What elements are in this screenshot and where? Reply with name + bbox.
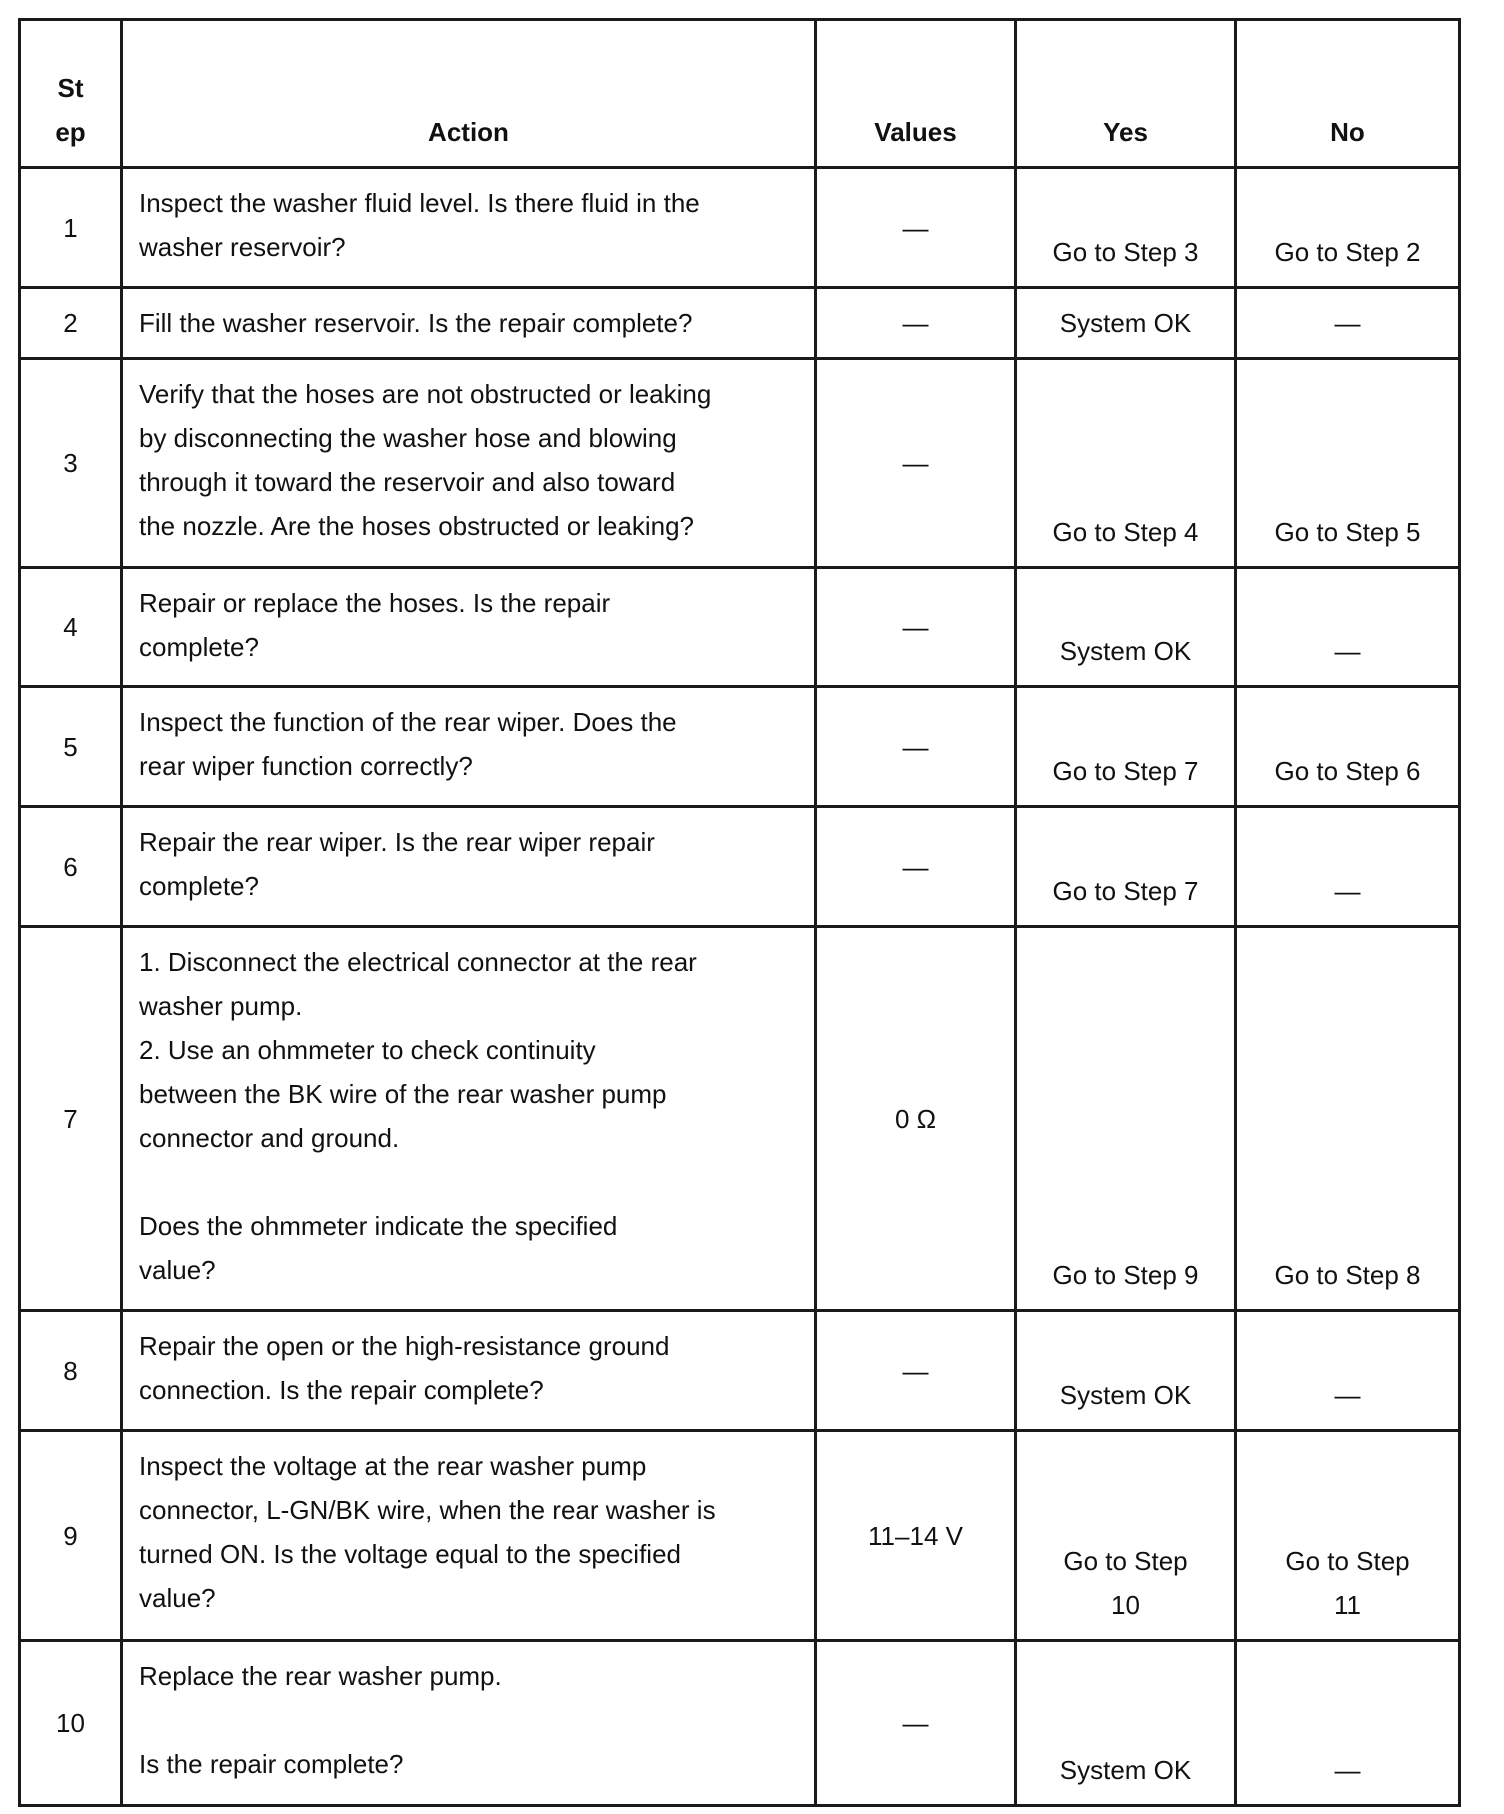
action-text: Fill the washer reservoir. Is the repair complete? xyxy=(122,288,816,359)
action-text: Verify that the hoses are not obstructed or leaking by disconnecting the washer hose and blowing through it toward the reservoir and also toward the nozzle. Are the hoses obstructed or leaking? xyxy=(122,359,816,568)
table-row xyxy=(20,1641,1460,1806)
no-cell: — xyxy=(1236,1311,1460,1431)
yes-cell: Go to Step 7 xyxy=(1016,807,1236,927)
table-row xyxy=(20,927,1460,1311)
yes-cell: Go to Step 7 xyxy=(1016,687,1236,807)
yes-cell: System OK xyxy=(1016,288,1236,359)
table-row xyxy=(20,1431,1460,1641)
header-values: Values xyxy=(816,20,1016,168)
no-cell: Go to Step 8 xyxy=(1236,927,1460,1311)
table-row xyxy=(20,359,1460,568)
step-number: 2 xyxy=(20,288,122,359)
step-number: 1 xyxy=(20,168,122,288)
table-row xyxy=(20,568,1460,687)
no-cell: Go to Step 5 xyxy=(1236,359,1460,568)
yes-cell: Go to Step 9 xyxy=(1016,927,1236,1311)
action-text: Inspect the function of the rear wiper. Does the rear wiper function correctly? xyxy=(122,687,816,807)
no-cell: Go to Step 11 xyxy=(1236,1431,1460,1641)
step-number: 7 xyxy=(20,927,122,1311)
step-number: 3 xyxy=(20,359,122,568)
table-row xyxy=(20,1311,1460,1431)
header-step: St ep xyxy=(20,20,122,168)
table-row xyxy=(20,168,1460,288)
value-cell: — xyxy=(816,1311,1016,1431)
value-cell: — xyxy=(816,359,1016,568)
yes-cell: Go to Step 4 xyxy=(1016,359,1236,568)
step-number: 6 xyxy=(20,807,122,927)
value-cell: — xyxy=(816,168,1016,288)
header-no: No xyxy=(1236,20,1460,168)
header-yes: Yes xyxy=(1016,20,1236,168)
table-row xyxy=(20,807,1460,927)
step-number: 10 xyxy=(20,1641,122,1806)
header-row xyxy=(20,20,1460,168)
value-cell: — xyxy=(816,568,1016,687)
step-number: 8 xyxy=(20,1311,122,1431)
yes-cell: System OK xyxy=(1016,1641,1236,1806)
yes-cell: System OK xyxy=(1016,568,1236,687)
action-text: Inspect the washer fluid level. Is there fluid in the washer reservoir? xyxy=(122,168,816,288)
value-cell: — xyxy=(816,687,1016,807)
value-cell: — xyxy=(816,288,1016,359)
value-cell: — xyxy=(816,807,1016,927)
no-cell: — xyxy=(1236,568,1460,687)
step-number: 4 xyxy=(20,568,122,687)
yes-cell: Go to Step 10 xyxy=(1016,1431,1236,1641)
action-text: Repair or replace the hoses. Is the repair complete? xyxy=(122,568,816,687)
step-number: 9 xyxy=(20,1431,122,1641)
action-text: Repair the open or the high-resistance ground connection. Is the repair complete? xyxy=(122,1311,816,1431)
no-cell: Go to Step 6 xyxy=(1236,687,1460,807)
value-cell: 0 Ω xyxy=(816,927,1016,1311)
value-cell: — xyxy=(816,1641,1016,1806)
action-text: Repair the rear wiper. Is the rear wiper repair complete? xyxy=(122,807,816,927)
no-cell: — xyxy=(1236,288,1460,359)
table-row xyxy=(20,687,1460,807)
action-text: 1. Disconnect the electrical connector at the rear washer pump. 2. Use an ohmmeter to check continuity between the BK wire of the rear washer pump connector and ground. Does the ohmmeter indicate the specified value? xyxy=(122,927,816,1311)
value-cell: 11–14 V xyxy=(816,1431,1016,1641)
no-cell: Go to Step 2 xyxy=(1236,168,1460,288)
no-cell: — xyxy=(1236,1641,1460,1806)
action-text: Replace the rear washer pump. Is the repair complete? xyxy=(122,1641,816,1806)
diagnostic-table xyxy=(18,18,1461,1807)
action-text: Inspect the voltage at the rear washer pump connector, L-GN/BK wire, when the rear washer is turned ON. Is the voltage equal to the specified value? xyxy=(122,1431,816,1641)
table-row xyxy=(20,288,1460,359)
no-cell: — xyxy=(1236,807,1460,927)
yes-cell: Go to Step 3 xyxy=(1016,168,1236,288)
header-action: Action xyxy=(122,20,816,168)
yes-cell: System OK xyxy=(1016,1311,1236,1431)
step-number: 5 xyxy=(20,687,122,807)
